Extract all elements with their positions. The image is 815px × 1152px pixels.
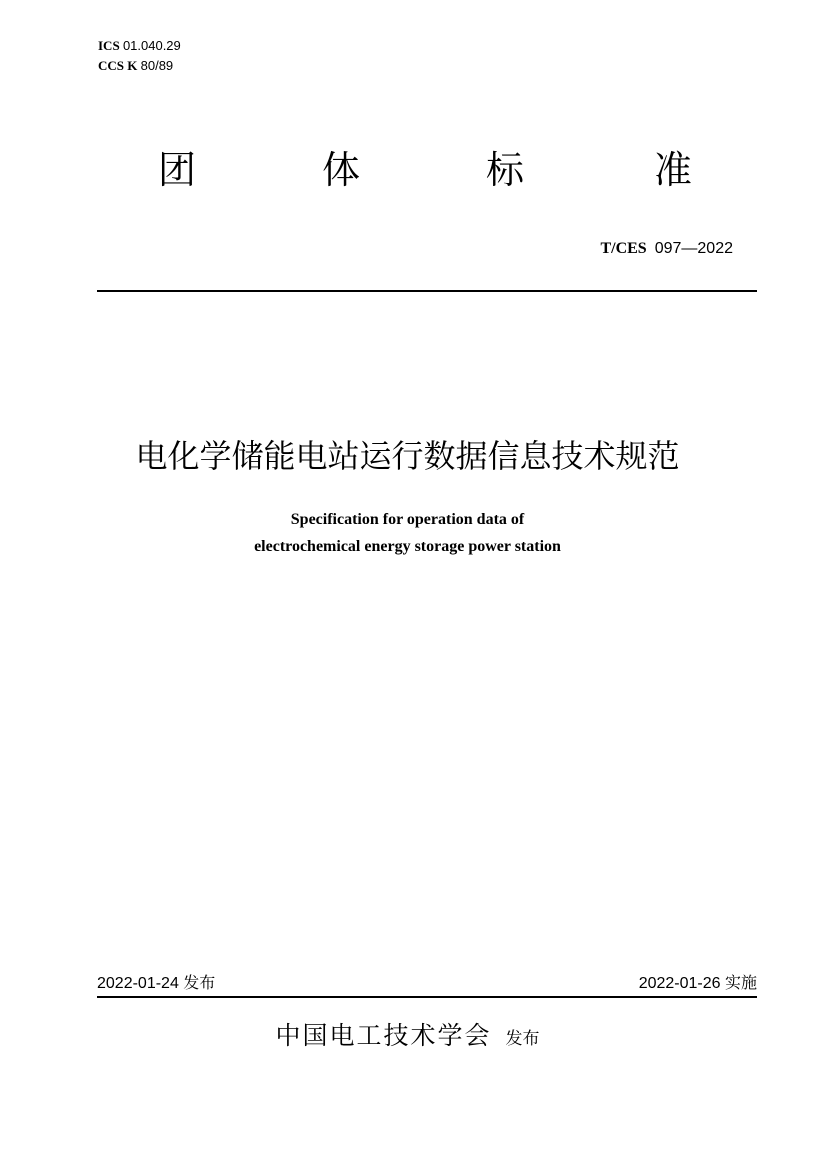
implementation-date: 2022-01-26 实施 — [638, 975, 757, 992]
ics-value: 01.040.29 — [122, 38, 181, 53]
standard-type-char-3: 标 — [486, 148, 525, 192]
ccs-code — [98, 58, 173, 74]
title-english-line-2: electrochemical energy storage power station — [254, 538, 561, 555]
ics-label: ICS — [98, 38, 120, 53]
ccs-label: CCS K — [98, 58, 138, 73]
ics-code — [98, 38, 181, 54]
publisher-action: 发布 — [505, 1029, 540, 1049]
bottom-divider — [97, 996, 757, 998]
ccs-value: 80/89 — [140, 58, 174, 73]
title-chinese: 电化学储能电站运行数据信息技术规范 — [135, 437, 680, 475]
publisher-organization: 中国电工技术学会 — [275, 1021, 492, 1050]
standard-number-value: 097—2022 — [654, 240, 733, 257]
top-divider — [97, 290, 757, 292]
issue-date: 2022-01-24 发布 — [97, 975, 216, 992]
publisher — [0, 1016, 815, 1052]
standard-number-prefix: T/CES — [600, 240, 647, 257]
title-english-line-1: Specification for operation data of — [290, 511, 525, 528]
standard-type-char-2: 体 — [322, 148, 361, 192]
standard-type-char-4: 准 — [654, 148, 693, 192]
standard-number — [600, 240, 733, 258]
standard-type-char-1: 团 — [158, 148, 197, 192]
